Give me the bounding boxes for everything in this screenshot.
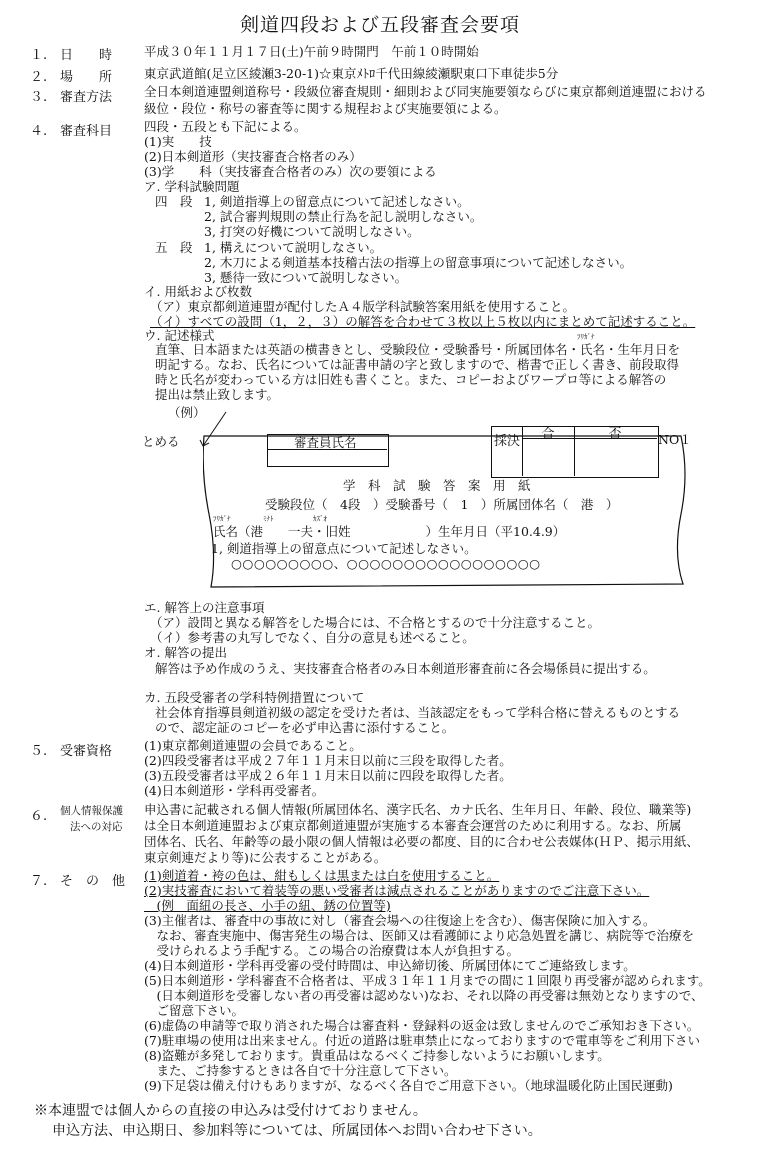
fail-label: 否 — [608, 427, 622, 442]
footer-note: ※本連盟では個人からの直接の申込みは受付けておりません。 — [34, 1103, 427, 1119]
format-line: 時と氏名が変わっている方は旧姓も書くこと。また、コピーおよびワープロ等による解答の — [155, 372, 667, 387]
furigana-kazuo: ｶｽﾞｵ — [313, 515, 327, 523]
section-label-eligibility: 受審資格 — [60, 744, 113, 759]
decision-label: 採決 — [493, 434, 520, 449]
decision-box — [491, 426, 659, 478]
subsection-e-heading: エ. 解答上の注意事項 — [144, 600, 265, 615]
format-line: 明記する。なお、氏名については証書申請の字と致しますので、楷書で正しく書き、前段取得 — [155, 357, 680, 372]
privacy-line: は全日本剣道連盟および東京都剣道連盟が実施する本審査会運営のために利用する。なお、所属 — [144, 818, 682, 833]
other-line: (3)主催者は、審査中の事故に対し（審査会場への往復途上を含む）、傷害保険に加入する。 — [144, 913, 656, 928]
examinee-info: 受験段位（ 4段 ）受験番号（ 1 ）所属団体名（ 港 ） — [265, 497, 619, 512]
section-label-venue: 場 所 — [60, 70, 113, 85]
godan-label: 五 段 — [155, 240, 193, 255]
format-line: 提出は禁止致します。 — [155, 387, 280, 402]
sample-question: 1, 剣道指導上の留意点について記述しなさい。 — [211, 541, 477, 556]
eligibility-line: (4)日本剣道形・学科再受審者。 — [144, 783, 325, 798]
section-label-datetime: 日 時 — [60, 48, 113, 63]
pass-label: 合 — [541, 427, 555, 442]
other-line: (8)盗難が多発しております。貴重品はなるべくご持参しないようにお願いします。 — [144, 1048, 610, 1063]
other-line: また、ご持参するときは各自で十分注意して下さい。 — [144, 1063, 457, 1078]
venue-text: 東京武道館(足立区綾瀬3-20-1)☆東京ﾒﾄﾛ千代田線綾瀬駅東口下車徒歩5分 — [144, 66, 559, 81]
other-line: (日本剣道形を受審しない者の再受審は認めない)なお、それ以降の再受審は無効となりますので、 — [144, 988, 704, 1003]
footer-note: 申込方法、申込期日、参加料等については、所属団体へお問い合わせ下さい。 — [52, 1123, 542, 1139]
privacy-line: 申込書に記載される個人情報(所属団体名、漢字氏名、カナ氏名、生年月日、年齢、段位、職業等) — [144, 802, 692, 817]
eligibility-line: (2)四段受審者は平成２７年１１月末日以前に三段を取得した者。 — [144, 753, 512, 768]
other-line: (6)虚偽の申請等で取り消された場合は審査料・登録料の返金は致しませんのでご承知おき下さい。 — [144, 1018, 700, 1033]
answer-sheet-title: 学 科 試 験 答 案 用 紙 — [343, 478, 531, 493]
examiner-name-label: 審査員氏名 — [294, 435, 357, 450]
other-line: (4)日本剣道形・学科再受審の受付時間は、申込締切後、所属団体にてご連絡致します。 — [144, 958, 636, 973]
method-line: 級位・段位・称号の審査等に関する規程および実施要領による。 — [144, 101, 507, 116]
sample-answer-sheet — [203, 427, 713, 584]
other-line: (7)駐車場の使用は出来ません。付近の道路は駐車禁止になっておりますので電車等をご利用下さい — [144, 1033, 700, 1048]
subsection-ka-heading: カ. 五段受審者の学科特例措置について — [144, 690, 365, 705]
staple-label: とめる — [142, 434, 180, 449]
section-label-other: そ の 他 — [60, 874, 126, 889]
subject-item: (2)日本剣道形（実技審査合格者のみ） — [144, 149, 362, 164]
subject-item: (3)学 科（実技審査合格者のみ）次の要領による — [144, 164, 437, 179]
other-line: (9)下足袋は備え付けもありますが、なるべく各自でご用意下さい。（地球温暖化防止国民運動) — [144, 1078, 673, 1093]
sample-answer-circles: ○○○○○○○○○、○○○○○○○○○○○○○○○○○ — [231, 556, 541, 571]
section-label-subjects: 審査科目 — [60, 124, 113, 139]
furigana-mark: ﾌﾘｶﾞﾅ — [577, 333, 595, 341]
other-line: (5)日本剣道形・学科審査不合格者は、平成３１年１１月までの間に１回限り再受審が認められます。 — [144, 973, 711, 988]
section-label-method: 審査方法 — [60, 90, 113, 105]
godan-question: 1, 構えについて説明しなさい。 — [204, 240, 383, 255]
other-line: (2)実技審査において着装等の悪い受審者は減点されることがありますのでご注意下さい。 — [144, 883, 650, 898]
other-line: (1)剣道着・袴の色は、紺もしくは黒または白を使用すること。 — [144, 868, 500, 883]
yondan-question: 1, 剣道指導上の留意点について記述しなさい。 — [204, 194, 470, 209]
eligibility-line: (3)五段受審者は平成２６年１１月末日以前に四段を取得した者。 — [144, 768, 512, 783]
examinee-name: 氏名（港 一夫・旧姓 ）生年月日（平10.4.9） — [213, 524, 566, 539]
special-measure-line: 社会体育指導員剣道初級の認定を受けた者は、当該認定をもって学科合格に替えるものとする — [155, 705, 681, 720]
submission-text: 解答は予め作成のうえ、実技審査合格者のみ日本剣道形審査前に各会場係員に提出する。 — [155, 661, 656, 676]
section-label-privacy: 個人情報保護 — [60, 805, 123, 817]
eligibility-line: (1)東京都剣道連盟の会員であること。 — [144, 738, 362, 753]
examiner-name-box — [267, 434, 389, 467]
godan-question: 2, 木刀による剣道基本技稽古法の指導上の留意事項について記述しなさい。 — [204, 255, 633, 270]
sheet-number: NO１ — [658, 432, 692, 447]
section-label-privacy-sub: 法への対応 — [70, 821, 123, 833]
privacy-line: 団体名、氏名、年齢等の最小限の個人情報は必要の都度、目的に合わせ公表媒体(ＨＰ、掲示用紙、 — [144, 834, 699, 849]
yondan-question: 3, 打突の好機について説明しなさい。 — [204, 224, 420, 239]
section-number: ２. — [30, 70, 48, 85]
section-number: ６. — [30, 809, 48, 824]
format-line: 直筆、日本語または英語の横書きとし、受験段位・受験番号・所属団体名・氏名・生年月日を — [155, 342, 681, 357]
section-number: ７. — [30, 874, 48, 889]
section-number: ５. — [30, 744, 48, 759]
section-number: ３. — [30, 90, 48, 105]
subsection-u-heading: ウ. 記述様式 — [144, 328, 215, 343]
furigana-minato: ﾐﾅﾄ — [263, 515, 274, 523]
yondan-question: 2, 試合審判規則の禁止行為を記し説明しなさい。 — [204, 209, 483, 224]
datetime-text: 平成３０年１１月１７日(土)午前９時開門 午前１０時開始 — [144, 44, 479, 59]
example-label: （例） — [168, 405, 206, 420]
special-measure-line: ので、認定証のコピーを必ず申込書に添付すること。 — [155, 720, 455, 735]
other-line: 受けられるよう手配する。この場合の治療費は本人が負担する。 — [144, 943, 520, 958]
yondan-label: 四 段 — [155, 194, 193, 209]
furigana-mark: ﾌﾘｶﾞﾅ — [213, 515, 231, 523]
other-line: なお、審査実施中、傷害発生の場合は、医師又は看護師により応急処置を講じ、病院等で治療を — [144, 928, 695, 943]
answer-note: （ア）設問と異なる解答をした場合には、不合格とするので十分注意すること。 — [150, 615, 601, 630]
method-line: 全日本剣道連盟剣道称号・段級位審査規則・細則および同実施要領ならびに東京都剣道連盟における — [144, 84, 707, 99]
subsection-i-heading: イ. 用紙および枚数 — [144, 284, 252, 299]
godan-question: 3, 懸待一致について説明しなさい。 — [204, 270, 408, 285]
subsection-o-heading: オ. 解答の提出 — [144, 645, 227, 660]
other-line: (例 面紐の長さ、小手の紐、銹の位置等) — [144, 898, 391, 913]
paper-rule: （イ）すべての設問（1，２，３）の解答を合わせて３枚以上５枚以内にまとめて記述すること。 — [150, 314, 696, 329]
subjects-intro: 四段・五段とも下記による。 — [144, 119, 307, 134]
subject-item: (1)実 技 — [144, 134, 212, 149]
answer-note: （イ）参考書の丸写しでなく、自分の意見も述べること。 — [150, 630, 475, 645]
paper-rule: （ア）東京都剣道連盟が配付したＡ４版学科試験答案用紙を使用すること。 — [150, 299, 576, 314]
section-number: １. — [30, 48, 48, 63]
document-title: 剣道四段および五段審査会要項 — [239, 14, 520, 36]
privacy-line: 東京剣連だより等)に公表することがある。 — [144, 850, 387, 865]
staple-arrow-icon — [181, 410, 241, 460]
subsection-a-heading: ア. 学科試験問題 — [144, 179, 240, 194]
section-number: ４. — [30, 124, 48, 139]
other-line: ご留意下さい。 — [144, 1003, 245, 1018]
